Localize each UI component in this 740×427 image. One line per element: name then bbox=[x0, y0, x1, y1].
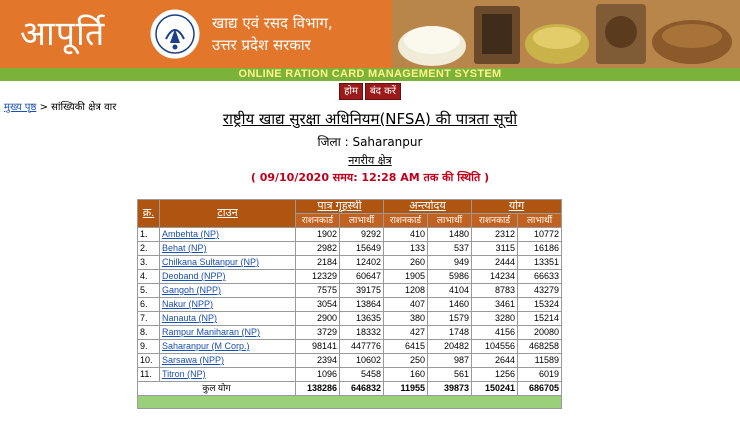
town-link[interactable]: Deoband (NPP) bbox=[160, 270, 296, 284]
town-link[interactable]: Titron (NP) bbox=[160, 368, 296, 382]
row-value: 9292 bbox=[340, 228, 384, 242]
town-link[interactable]: Nanauta (NP) bbox=[160, 312, 296, 326]
row-value: 10602 bbox=[340, 354, 384, 368]
row-value: 3729 bbox=[296, 326, 340, 340]
row-value: 20482 bbox=[428, 340, 472, 354]
row-value: 5986 bbox=[428, 270, 472, 284]
header-food-photos bbox=[392, 0, 740, 68]
row-value: 10772 bbox=[518, 228, 562, 242]
table-row bbox=[138, 228, 562, 242]
table-row bbox=[138, 284, 562, 298]
row-value: 18332 bbox=[340, 326, 384, 340]
row-value: 2312 bbox=[472, 228, 518, 242]
row-value: 12402 bbox=[340, 256, 384, 270]
page-title: राष्ट्रीय खाद्य सुरक्षा अधिनियम(NFSA) की पात्रता सूची bbox=[222, 110, 518, 128]
table-row bbox=[138, 298, 562, 312]
row-value: 2644 bbox=[472, 354, 518, 368]
row-value: 1208 bbox=[384, 284, 428, 298]
row-value: 60647 bbox=[340, 270, 384, 284]
site-header bbox=[0, 0, 740, 68]
subheader-cards: राशनकार्ड bbox=[296, 214, 340, 228]
row-value: 5458 bbox=[340, 368, 384, 382]
row-value: 2394 bbox=[296, 354, 340, 368]
dept-line-2: उत्तर प्रदेश सरकार bbox=[212, 36, 311, 54]
row-serial: 1. bbox=[138, 228, 160, 242]
row-value: 468258 bbox=[518, 340, 562, 354]
row-serial: 11. bbox=[138, 368, 160, 382]
row-value: 250 bbox=[384, 354, 428, 368]
row-value: 8783 bbox=[472, 284, 518, 298]
town-link[interactable]: Saharanpur (M Corp.) bbox=[160, 340, 296, 354]
district-label: जिला : Saharanpur bbox=[317, 135, 423, 149]
table-row bbox=[138, 270, 562, 284]
total-value: 686705 bbox=[518, 382, 562, 396]
table-header-row bbox=[138, 200, 562, 214]
up-emblem-logo bbox=[148, 7, 202, 61]
footer-cell bbox=[138, 396, 562, 409]
row-value: 14234 bbox=[472, 270, 518, 284]
breadcrumb-current: सांख्यिकी क्षेत्र वार bbox=[51, 102, 117, 113]
row-value: 3280 bbox=[472, 312, 518, 326]
row-serial: 4. bbox=[138, 270, 160, 284]
subheader-beneficiaries: लाभार्थी bbox=[518, 214, 562, 228]
row-value: 380 bbox=[384, 312, 428, 326]
row-value: 537 bbox=[428, 242, 472, 256]
row-value: 1748 bbox=[428, 326, 472, 340]
header-sn[interactable]: क्र. bbox=[138, 200, 160, 228]
row-value: 949 bbox=[428, 256, 472, 270]
town-link[interactable]: Sarsawa (NPP) bbox=[160, 354, 296, 368]
town-link[interactable]: Behat (NP) bbox=[160, 242, 296, 256]
subheader-beneficiaries: लाभार्थी bbox=[340, 214, 384, 228]
row-value: 987 bbox=[428, 354, 472, 368]
row-serial: 3. bbox=[138, 256, 160, 270]
row-value: 447776 bbox=[340, 340, 384, 354]
row-value: 66633 bbox=[518, 270, 562, 284]
town-link[interactable]: Chilkana Sultanpur (NP) bbox=[160, 256, 296, 270]
header-eligible-household[interactable]: पात्र गृहस्थी bbox=[296, 200, 384, 214]
total-row bbox=[138, 382, 562, 396]
nfsa-eligibility-table bbox=[137, 199, 562, 409]
row-value: 3054 bbox=[296, 298, 340, 312]
area-label: नगरीय क्षेत्र bbox=[348, 154, 392, 167]
total-value: 150241 bbox=[472, 382, 518, 396]
status-timestamp: ( 09/10/2020 समय: 12:28 AM तक की स्थिति ) bbox=[250, 171, 490, 184]
row-value: 1579 bbox=[428, 312, 472, 326]
town-link[interactable]: Nakur (NPP) bbox=[160, 298, 296, 312]
row-value: 4156 bbox=[472, 326, 518, 340]
table-row bbox=[138, 242, 562, 256]
total-value: 39873 bbox=[428, 382, 472, 396]
row-value: 160 bbox=[384, 368, 428, 382]
row-value: 104556 bbox=[472, 340, 518, 354]
row-serial: 8. bbox=[138, 326, 160, 340]
row-value: 6019 bbox=[518, 368, 562, 382]
row-value: 1902 bbox=[296, 228, 340, 242]
department-name bbox=[212, 12, 333, 56]
table-row bbox=[138, 340, 562, 354]
breadcrumb-home-link[interactable]: मुख्य पृष्ठ bbox=[4, 102, 37, 113]
row-value: 427 bbox=[384, 326, 428, 340]
row-value: 15649 bbox=[340, 242, 384, 256]
row-value: 11589 bbox=[518, 354, 562, 368]
dept-line-1: खाद्य एवं रसद विभाग, bbox=[212, 14, 333, 32]
table-row bbox=[138, 354, 562, 368]
subheader-cards: राशनकार्ड bbox=[472, 214, 518, 228]
close-button[interactable]: बंद करें bbox=[365, 83, 401, 100]
row-serial: 2. bbox=[138, 242, 160, 256]
row-value: 2982 bbox=[296, 242, 340, 256]
header-antyodaya[interactable]: अन्त्योदय bbox=[384, 200, 472, 214]
row-value: 407 bbox=[384, 298, 428, 312]
breadcrumb-separator: > bbox=[39, 102, 48, 113]
row-value: 4104 bbox=[428, 284, 472, 298]
row-value: 561 bbox=[428, 368, 472, 382]
table-footer-bar bbox=[138, 396, 562, 409]
town-link[interactable]: Ambehta (NP) bbox=[160, 228, 296, 242]
row-value: 7575 bbox=[296, 284, 340, 298]
header-total[interactable]: योग bbox=[472, 200, 562, 214]
row-value: 12329 bbox=[296, 270, 340, 284]
total-value: 11955 bbox=[384, 382, 428, 396]
row-value: 133 bbox=[384, 242, 428, 256]
row-value: 1256 bbox=[472, 368, 518, 382]
row-value: 1460 bbox=[428, 298, 472, 312]
subheader-beneficiaries: लाभार्थी bbox=[428, 214, 472, 228]
table-row bbox=[138, 256, 562, 270]
row-value: 3461 bbox=[472, 298, 518, 312]
row-value: 2900 bbox=[296, 312, 340, 326]
row-value: 410 bbox=[384, 228, 428, 242]
row-value: 43279 bbox=[518, 284, 562, 298]
row-value: 16186 bbox=[518, 242, 562, 256]
row-serial: 7. bbox=[138, 312, 160, 326]
total-value: 138286 bbox=[296, 382, 340, 396]
table-row bbox=[138, 326, 562, 340]
row-serial: 9. bbox=[138, 340, 160, 354]
row-value: 2184 bbox=[296, 256, 340, 270]
nav-buttons bbox=[0, 83, 740, 100]
row-value: 6415 bbox=[384, 340, 428, 354]
town-link[interactable]: Rampur Maniharan (NP) bbox=[160, 326, 296, 340]
row-serial: 5. bbox=[138, 284, 160, 298]
total-value: 646832 bbox=[340, 382, 384, 396]
row-value: 3115 bbox=[472, 242, 518, 256]
row-value: 13351 bbox=[518, 256, 562, 270]
row-value: 20080 bbox=[518, 326, 562, 340]
row-value: 2444 bbox=[472, 256, 518, 270]
row-value: 15324 bbox=[518, 298, 562, 312]
table-row bbox=[138, 312, 562, 326]
row-value: 13864 bbox=[340, 298, 384, 312]
row-serial: 10. bbox=[138, 354, 160, 368]
site-brand: आपूर्ति bbox=[20, 14, 106, 54]
row-serial: 6. bbox=[138, 298, 160, 312]
row-value: 39175 bbox=[340, 284, 384, 298]
row-value: 260 bbox=[384, 256, 428, 270]
row-value: 13635 bbox=[340, 312, 384, 326]
subheader-cards: राशनकार्ड bbox=[384, 214, 428, 228]
home-button[interactable]: होम bbox=[339, 83, 363, 100]
row-value: 15214 bbox=[518, 312, 562, 326]
table-row bbox=[138, 368, 562, 382]
row-value: 1905 bbox=[384, 270, 428, 284]
system-title-bar: ONLINE RATION CARD MANAGEMENT SYSTEM bbox=[0, 68, 740, 81]
total-label: कुल योग bbox=[138, 382, 296, 396]
row-value: 98141 bbox=[296, 340, 340, 354]
row-value: 1096 bbox=[296, 368, 340, 382]
town-link[interactable]: Gangoh (NPP) bbox=[160, 284, 296, 298]
row-value: 1480 bbox=[428, 228, 472, 242]
header-town[interactable]: टाउन bbox=[160, 200, 296, 228]
